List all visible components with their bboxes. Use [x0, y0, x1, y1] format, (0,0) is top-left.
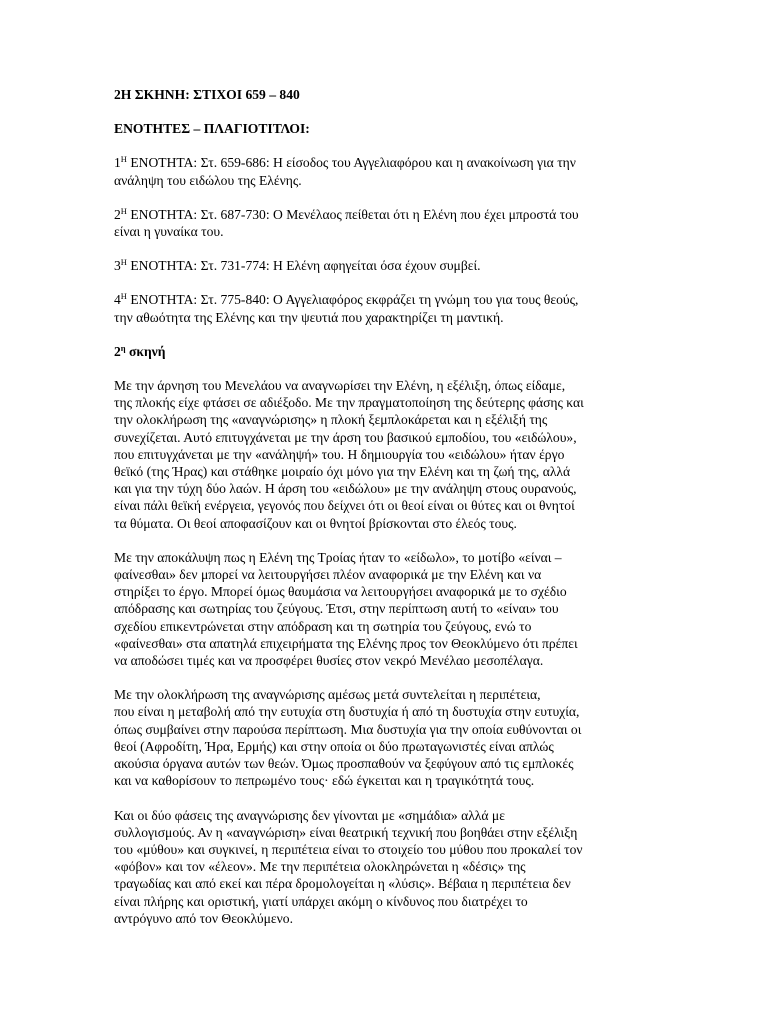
- paragraph-line: θεοί (Αφροδίτη, Ήρα, Ερμής) και στην οποία οι δύο πρωταγωνιστές είναι απλώς: [114, 738, 554, 754]
- section-superscript: Η: [120, 154, 127, 165]
- body-paragraph-1: [114, 377, 656, 532]
- section-number: 4: [114, 292, 121, 308]
- section-text: την αθωότητα της Ελένης και την ψευτιά που χαρακτηρίζει τη μαντική.: [114, 309, 504, 325]
- paragraph-line: της πλοκής είχε φτάσει σε αδιέξοδο. Με την πραγματοποίηση της δεύτερης φάσης και: [114, 395, 584, 411]
- paragraph-line: τραγωδίας και από εκεί και πέρα δρομολογείται η «λύσις». Βέβαια η περιπέτεια δεν: [114, 876, 571, 892]
- section-2: [114, 206, 656, 240]
- paragraph-line: απόδρασης και σωτηρίας του ζεύγους. Έτσι, στην περίπτωση αυτή το «είναι» του: [114, 601, 559, 617]
- section-number: 2: [114, 206, 121, 222]
- paragraph-line: στηρίξει το έργο. Μπορεί όμως θαυμάσια να λειτουργήσει αναφορικά με το σχέδιο: [114, 584, 567, 600]
- paragraph-line: ακούσια όργανα αυτών των θεών. Όμως προσπαθούν να ξεφύγουν από τις εμπλοκές: [114, 756, 574, 772]
- subheading-superscript: η: [120, 342, 126, 353]
- paragraph-line: «φόβον» και τον «έλεον». Με την περιπέτεια ολοκληρώνεται η «δέσις» της: [114, 859, 526, 875]
- paragraph-line: τα θύματα. Οι θεοί αποφασίζουν και οι θνητοί βρίσκονται στο έλεός τους.: [114, 515, 517, 531]
- paragraph-line: Και οι δύο φάσεις της αναγνώρισης δεν γίνονται με «σημάδια» αλλά με: [114, 807, 505, 823]
- section-3: [114, 257, 656, 274]
- subheading-number: 2: [114, 343, 121, 359]
- paragraph-line: και να καθορίσουν το πεπρωμένο τους· εδώ έγκειται και η τραγικότητά τους.: [114, 773, 535, 789]
- paragraph-line: συλλογισμούς. Αν η «αναγνώριση» είναι θεατρική τεχνική που βοηθάει στην εξέλιξη: [114, 824, 578, 840]
- paragraph-line: είναι πλήρης και οριστική, γιατί υπάρχει ακόμη ο κίνδυνος που διατρέχει το: [114, 893, 528, 909]
- section-number: 1: [114, 155, 121, 171]
- paragraph-line: που επιτυγχάνεται με την «ανάληψή» του. Η δημιουργία του «ειδώλου» ήταν έργο: [114, 446, 565, 462]
- paragraph-line: που είναι η μεταβολή από την ευτυχία στη δυστυχία ή από τη δυστυχία στην ευτυχία,: [114, 704, 580, 720]
- section-text: ΕΝΟΤΗΤΑ: Στ. 731-774: Η Ελένη αφηγείται όσα έχουν συμβεί.: [126, 258, 481, 274]
- paragraph-line: και για την τύχη δύο λαών. Η άρση του «ειδώλου» με την ανάληψη στους ουρανούς,: [114, 481, 577, 497]
- paragraph-line: να αποδώσει τιμές και να προσφέρει θυσίες στον νεκρό Μενέλαο μεσοπέλαγα.: [114, 653, 544, 669]
- section-text: ΕΝΟΤΗΤΑ: Στ. 775-840: Ο Αγγελιαφόρος εκφράζει τη γνώμη του για τους θεούς,: [126, 292, 579, 308]
- paragraph-line: Με την ολοκλήρωση της αναγνώρισης αμέσως μετά συντελείται η περιπέτεια,: [114, 687, 541, 703]
- subheading-text: σκηνή: [125, 343, 166, 359]
- paragraph-line: αντρόγυνο από τον Θεοκλύμενο.: [114, 910, 293, 926]
- section-1: [114, 154, 656, 188]
- scene-heading: 2Η ΣΚΗΝΗ: ΣΤΙΧΟΙ 659 – 840: [114, 87, 300, 102]
- section-text: ανάληψη του ειδώλου της Ελένης.: [114, 172, 302, 188]
- section-text: είναι η γυναίκα του.: [114, 224, 224, 240]
- paragraph-line: είναι πάλι θεϊκή ενέργεια, γεγονός που δείχνει ότι οι θεοί είναι οι θύτες και οι θνητοί: [114, 498, 575, 514]
- sections-heading: ΕΝΟΤΗΤΕΣ – ΠΛΑΓΙΟΤΙΤΛΟΙ:: [114, 121, 310, 137]
- paragraph-line: του «μύθου» και συγκινεί, η περιπέτεια είναι το στοιχείο του μύθου που προκαλεί τον: [114, 841, 583, 857]
- paragraph-line: την ολοκλήρωση της «αναγνώρισης» η πλοκή ξεμπλοκάρεται και η εξέλιξή της: [114, 412, 548, 428]
- document-page: [114, 86, 656, 927]
- section-4: [114, 291, 656, 325]
- paragraph-line: Με την αποκάλυψη πως η Ελένη της Τροίας ήταν το «είδωλο», το μοτίβο «είναι –: [114, 549, 562, 565]
- body-paragraph-2: [114, 549, 656, 669]
- paragraph-line: Με την άρνηση του Μενελάου να αναγνωρίσει την Ελένη, η εξέλιξη, όπως είδαμε,: [114, 378, 566, 394]
- section-superscript: Η: [120, 291, 127, 302]
- section-superscript: Η: [120, 205, 127, 216]
- scene-subheading: [114, 343, 656, 360]
- paragraph-line: θεϊκό (της Ήρας) και στάθηκε μοιραίο όχι μόνο για την Ελένη και τη ζωή της, αλλά: [114, 464, 571, 480]
- section-number: 3: [114, 258, 121, 274]
- paragraph-line: σχεδίου επικεντρώνεται στην απόδραση και τη σωτηρία του ζεύγους, ενώ το: [114, 618, 532, 634]
- paragraph-line: «φαίνεσθαι» στα απατηλά επιχειρήματα της Ελένης προς τον Θεοκλύμενο ότι πρέπει: [114, 635, 578, 651]
- section-superscript: Η: [120, 257, 127, 268]
- section-text: ΕΝΟΤΗΤΑ: Στ. 659-686: Η είσοδος του Αγγελιαφόρου και η ανακοίνωση για την: [126, 155, 576, 171]
- paragraph-line: φαίνεσθαι» δεν μπορεί να λειτουργήσει πλέον αναφορικά με την Ελένη και να: [114, 567, 542, 583]
- paragraph-line: όπως συμβαίνει στην παρούσα περίπτωση. Μια δυστυχία για την οποία ευθύνονται οι: [114, 721, 582, 737]
- body-paragraph-4: [114, 807, 656, 927]
- section-text: ΕΝΟΤΗΤΑ: Στ. 687-730: Ο Μενέλαος πείθεται ότι η Ελένη που έχει μπροστά του: [126, 206, 579, 222]
- body-paragraph-3: [114, 686, 656, 789]
- paragraph-line: συνεχίζεται. Αυτό επιτυγχάνεται με την άρση του βασικού εμποδίου, του «ειδώλου»,: [114, 429, 577, 445]
